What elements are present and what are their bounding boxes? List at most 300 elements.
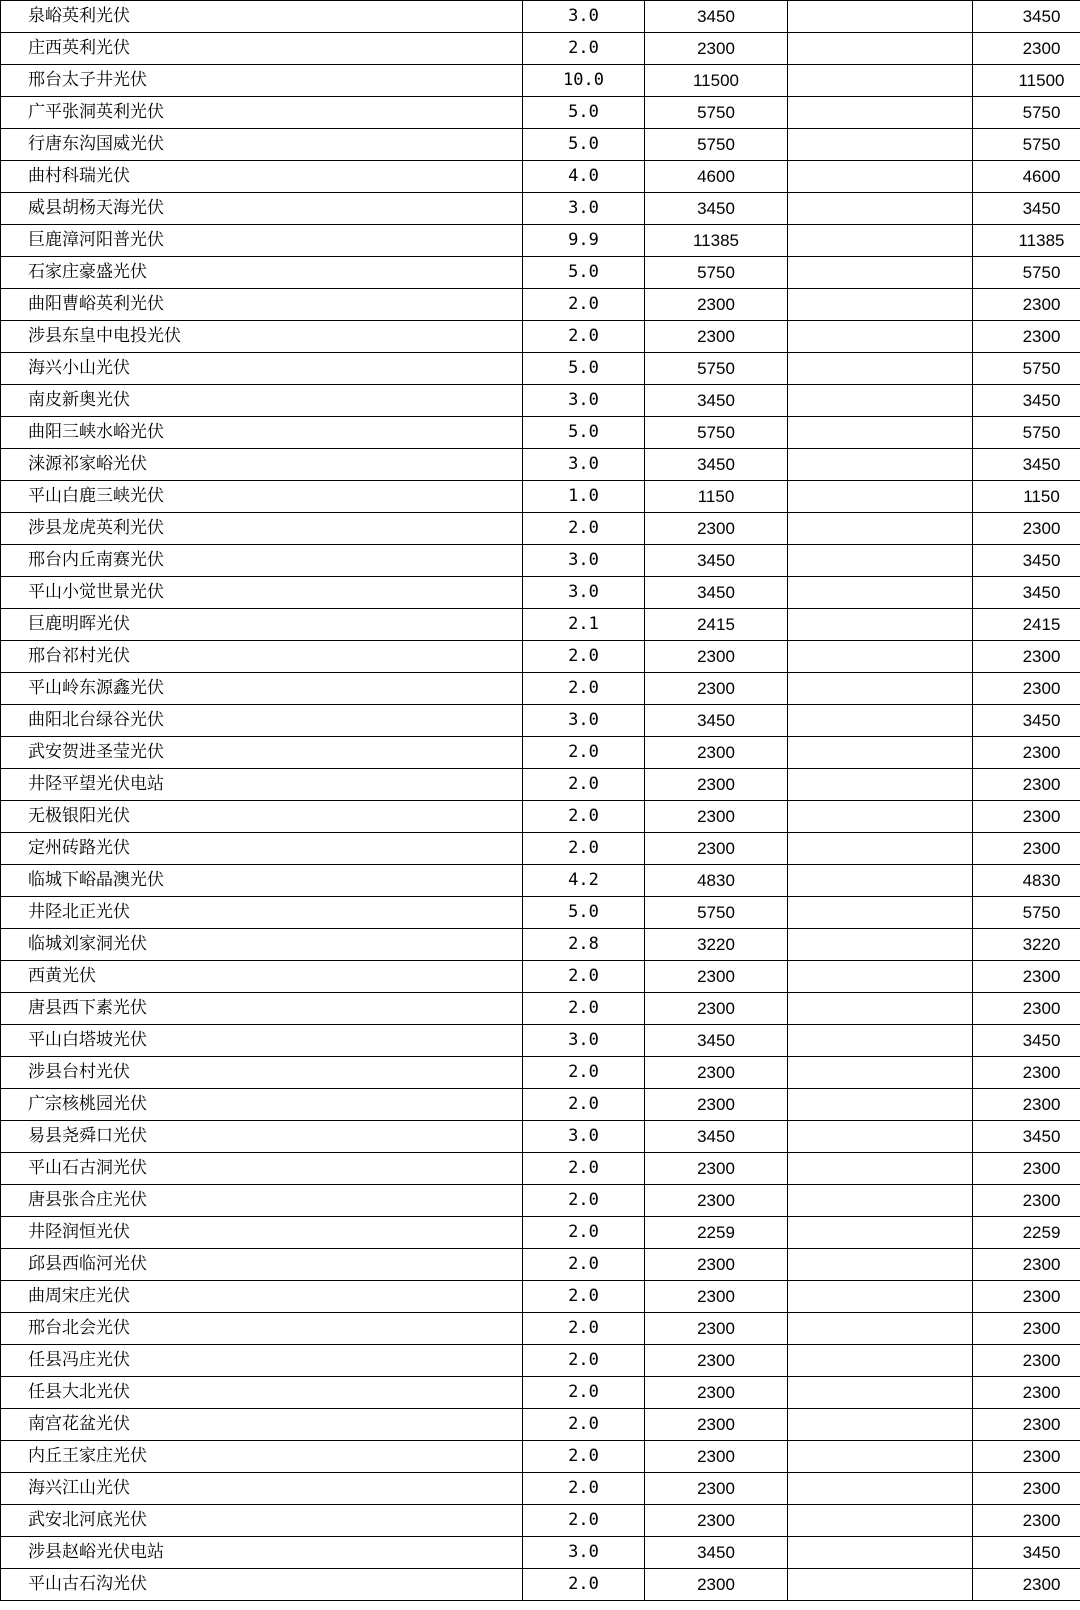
table-row: [1, 1185, 1080, 1217]
value-cell-2: [788, 513, 973, 545]
table-row: [1, 193, 1080, 225]
value-cell-2: [788, 1377, 973, 1409]
value-cell-3: 2300: [973, 1153, 1080, 1185]
capacity-cell: 2.0: [523, 289, 645, 321]
value-cell-2: [788, 609, 973, 641]
value-cell-3: 2300: [973, 1441, 1080, 1473]
capacity-cell: 2.0: [523, 1249, 645, 1281]
value-cell-1: 11500: [645, 65, 788, 97]
value-cell-3: 3450: [973, 577, 1080, 609]
value-cell-2: [788, 1217, 973, 1249]
value-cell-1: 3450: [645, 1121, 788, 1153]
value-cell-3: 3220: [973, 929, 1080, 961]
value-cell-1: 2300: [645, 1569, 788, 1601]
table-row: [1, 1153, 1080, 1185]
value-cell-3: 11385: [973, 225, 1080, 257]
capacity-cell: 2.0: [523, 1185, 645, 1217]
value-cell-2: [788, 257, 973, 289]
value-cell-2: [788, 417, 973, 449]
value-cell-1: 2300: [645, 1153, 788, 1185]
station-name-cell: 无极银阳光伏: [1, 801, 523, 833]
value-cell-2: [788, 993, 973, 1025]
station-name-cell: 南皮新奥光伏: [1, 385, 523, 417]
station-name-cell: 平山小觉世景光伏: [1, 577, 523, 609]
value-cell-3: 2300: [973, 1377, 1080, 1409]
value-cell-2: [788, 929, 973, 961]
value-cell-2: [788, 897, 973, 929]
value-cell-3: 5750: [973, 257, 1080, 289]
station-name-cell: 邢台祁村光伏: [1, 641, 523, 673]
value-cell-3: 2300: [973, 673, 1080, 705]
value-cell-2: [788, 1409, 973, 1441]
value-cell-3: 2300: [973, 641, 1080, 673]
capacity-cell: 4.2: [523, 865, 645, 897]
table-row: [1, 545, 1080, 577]
capacity-cell: 2.0: [523, 1217, 645, 1249]
capacity-cell: 3.0: [523, 1537, 645, 1569]
station-name-cell: 涉县台村光伏: [1, 1057, 523, 1089]
value-cell-1: 2300: [645, 1473, 788, 1505]
value-cell-2: [788, 321, 973, 353]
value-cell-1: 3450: [645, 385, 788, 417]
station-name-cell: 行唐东沟国威光伏: [1, 129, 523, 161]
value-cell-3: 2300: [973, 1089, 1080, 1121]
capacity-cell: 2.0: [523, 1345, 645, 1377]
value-cell-1: 2300: [645, 993, 788, 1025]
table-row: [1, 225, 1080, 257]
value-cell-2: [788, 865, 973, 897]
value-cell-2: [788, 1313, 973, 1345]
table-row: [1, 289, 1080, 321]
value-cell-3: 2300: [973, 513, 1080, 545]
capacity-cell: 2.0: [523, 1505, 645, 1537]
capacity-cell: 2.0: [523, 1057, 645, 1089]
value-cell-1: 2300: [645, 673, 788, 705]
value-cell-3: 5750: [973, 897, 1080, 929]
value-cell-2: [788, 1505, 973, 1537]
value-cell-2: [788, 1537, 973, 1569]
value-cell-2: [788, 161, 973, 193]
value-cell-1: 2300: [645, 737, 788, 769]
table-row: [1, 801, 1080, 833]
value-cell-1: 3450: [645, 449, 788, 481]
value-cell-1: 2259: [645, 1217, 788, 1249]
station-name-cell: 内丘王家庄光伏: [1, 1441, 523, 1473]
station-name-cell: 武安北河底光伏: [1, 1505, 523, 1537]
value-cell-3: 1150: [973, 481, 1080, 513]
value-cell-3: 2300: [973, 1473, 1080, 1505]
capacity-cell: 2.0: [523, 1473, 645, 1505]
station-name-cell: 平山岭东源鑫光伏: [1, 673, 523, 705]
table-row: [1, 449, 1080, 481]
value-cell-1: 2300: [645, 289, 788, 321]
table-row: [1, 705, 1080, 737]
capacity-cell: 5.0: [523, 97, 645, 129]
value-cell-2: [788, 801, 973, 833]
station-name-cell: 临城刘家洞光伏: [1, 929, 523, 961]
capacity-cell: 2.0: [523, 1153, 645, 1185]
value-cell-3: 5750: [973, 417, 1080, 449]
station-name-cell: 易县尧舜口光伏: [1, 1121, 523, 1153]
value-cell-2: [788, 1121, 973, 1153]
capacity-cell: 5.0: [523, 897, 645, 929]
station-name-cell: 广宗核桃园光伏: [1, 1089, 523, 1121]
value-cell-3: 2300: [973, 993, 1080, 1025]
station-name-cell: 海兴江山光伏: [1, 1473, 523, 1505]
capacity-cell: 3.0: [523, 1, 645, 33]
capacity-cell: 2.0: [523, 833, 645, 865]
capacity-cell: 3.0: [523, 385, 645, 417]
table-row: [1, 33, 1080, 65]
station-name-cell: 平山白塔坡光伏: [1, 1025, 523, 1057]
station-name-cell: 平山石古洞光伏: [1, 1153, 523, 1185]
value-cell-1: 5750: [645, 129, 788, 161]
value-cell-1: 2300: [645, 1249, 788, 1281]
value-cell-1: 2300: [645, 1057, 788, 1089]
station-name-cell: 曲阳三峡水峪光伏: [1, 417, 523, 449]
value-cell-3: 2300: [973, 1057, 1080, 1089]
value-cell-1: 3450: [645, 1, 788, 33]
value-cell-2: [788, 1057, 973, 1089]
value-cell-3: 2259: [973, 1217, 1080, 1249]
value-cell-2: [788, 1153, 973, 1185]
capacity-cell: 5.0: [523, 257, 645, 289]
value-cell-3: 11500: [973, 65, 1080, 97]
capacity-cell: 3.0: [523, 705, 645, 737]
value-cell-3: 3450: [973, 705, 1080, 737]
value-cell-2: [788, 481, 973, 513]
capacity-cell: 2.0: [523, 993, 645, 1025]
value-cell-1: 3450: [645, 705, 788, 737]
station-name-cell: 曲村科瑞光伏: [1, 161, 523, 193]
value-cell-2: [788, 577, 973, 609]
table-row: [1, 417, 1080, 449]
station-name-cell: 南宫花盆光伏: [1, 1409, 523, 1441]
table-row: [1, 961, 1080, 993]
value-cell-3: 2300: [973, 1185, 1080, 1217]
value-cell-3: 2300: [973, 737, 1080, 769]
table-row: [1, 1505, 1080, 1537]
station-name-cell: 涉县赵峪光伏电站: [1, 1537, 523, 1569]
table-row: [1, 1313, 1080, 1345]
capacity-cell: 2.0: [523, 33, 645, 65]
table-row: [1, 673, 1080, 705]
station-name-cell: 曲周宋庄光伏: [1, 1281, 523, 1313]
capacity-cell: 2.0: [523, 801, 645, 833]
value-cell-2: [788, 673, 973, 705]
station-name-cell: 唐县西下素光伏: [1, 993, 523, 1025]
table-row: [1, 481, 1080, 513]
table-row: [1, 1281, 1080, 1313]
value-cell-2: [788, 1569, 973, 1601]
capacity-cell: 2.0: [523, 1313, 645, 1345]
station-name-cell: 西黄光伏: [1, 961, 523, 993]
value-cell-2: [788, 65, 973, 97]
table-row: [1, 769, 1080, 801]
value-cell-1: 2300: [645, 1377, 788, 1409]
value-cell-3: 2300: [973, 33, 1080, 65]
table-row: [1, 385, 1080, 417]
value-cell-3: 2300: [973, 321, 1080, 353]
value-cell-3: 3450: [973, 1, 1080, 33]
value-cell-3: 2300: [973, 801, 1080, 833]
value-cell-1: 5750: [645, 257, 788, 289]
station-name-cell: 海兴小山光伏: [1, 353, 523, 385]
value-cell-2: [788, 705, 973, 737]
value-cell-2: [788, 1185, 973, 1217]
value-cell-1: 3450: [645, 545, 788, 577]
value-cell-3: 2300: [973, 1281, 1080, 1313]
station-name-cell: 唐县张合庄光伏: [1, 1185, 523, 1217]
capacity-cell: 2.0: [523, 961, 645, 993]
station-name-cell: 涉县龙虎英利光伏: [1, 513, 523, 545]
station-name-cell: 曲阳曹峪英利光伏: [1, 289, 523, 321]
capacity-cell: 2.0: [523, 1569, 645, 1601]
value-cell-3: 2300: [973, 1345, 1080, 1377]
table-row: [1, 1121, 1080, 1153]
table-body: [1, 1, 1080, 1601]
table-row: [1, 897, 1080, 929]
value-cell-2: [788, 769, 973, 801]
capacity-cell: 3.0: [523, 1025, 645, 1057]
capacity-cell: 2.0: [523, 737, 645, 769]
capacity-cell: 3.0: [523, 193, 645, 225]
value-cell-1: 2300: [645, 801, 788, 833]
value-cell-2: [788, 129, 973, 161]
value-cell-3: 3450: [973, 385, 1080, 417]
table-row: [1, 641, 1080, 673]
capacity-cell: 2.0: [523, 769, 645, 801]
table-row: [1, 1537, 1080, 1569]
value-cell-2: [788, 289, 973, 321]
station-name-cell: 武安贺进圣莹光伏: [1, 737, 523, 769]
value-cell-2: [788, 385, 973, 417]
value-cell-2: [788, 737, 973, 769]
value-cell-2: [788, 961, 973, 993]
value-cell-1: 2300: [645, 641, 788, 673]
capacity-cell: 2.1: [523, 609, 645, 641]
value-cell-3: 2415: [973, 609, 1080, 641]
value-cell-1: 3450: [645, 1537, 788, 1569]
value-cell-2: [788, 1025, 973, 1057]
value-cell-1: 2300: [645, 321, 788, 353]
value-cell-2: [788, 449, 973, 481]
capacity-cell: 3.0: [523, 577, 645, 609]
table-row: [1, 1249, 1080, 1281]
station-name-cell: 石家庄豪盛光伏: [1, 257, 523, 289]
station-name-cell: 泉峪英利光伏: [1, 1, 523, 33]
value-cell-2: [788, 1249, 973, 1281]
capacity-cell: 2.0: [523, 1281, 645, 1313]
value-cell-1: 2300: [645, 961, 788, 993]
value-cell-1: 3450: [645, 193, 788, 225]
table-row: [1, 1409, 1080, 1441]
value-cell-1: 5750: [645, 97, 788, 129]
value-cell-1: 2300: [645, 1281, 788, 1313]
capacity-cell: 2.0: [523, 321, 645, 353]
capacity-cell: 2.0: [523, 673, 645, 705]
table-row: [1, 65, 1080, 97]
capacity-cell: 9.9: [523, 225, 645, 257]
station-name-cell: 任县大北光伏: [1, 1377, 523, 1409]
value-cell-1: 2300: [645, 833, 788, 865]
value-cell-1: 1150: [645, 481, 788, 513]
capacity-cell: 5.0: [523, 353, 645, 385]
value-cell-3: 2300: [973, 1249, 1080, 1281]
value-cell-2: [788, 545, 973, 577]
table-row: [1, 1473, 1080, 1505]
value-cell-1: 2300: [645, 1185, 788, 1217]
station-name-cell: 平山古石沟光伏: [1, 1569, 523, 1601]
value-cell-3: 3450: [973, 1025, 1080, 1057]
table-row: [1, 321, 1080, 353]
capacity-cell: 2.0: [523, 1377, 645, 1409]
station-name-cell: 庄西英利光伏: [1, 33, 523, 65]
table-row: [1, 129, 1080, 161]
value-cell-1: 2300: [645, 1409, 788, 1441]
capacity-cell: 4.0: [523, 161, 645, 193]
capacity-cell: 3.0: [523, 1121, 645, 1153]
value-cell-3: 2300: [973, 1569, 1080, 1601]
value-cell-1: 3220: [645, 929, 788, 961]
capacity-cell: 2.0: [523, 1089, 645, 1121]
value-cell-3: 2300: [973, 769, 1080, 801]
value-cell-3: 3450: [973, 545, 1080, 577]
table-row: [1, 257, 1080, 289]
value-cell-3: 5750: [973, 97, 1080, 129]
station-name-cell: 邢台北会光伏: [1, 1313, 523, 1345]
value-cell-3: 5750: [973, 129, 1080, 161]
station-name-cell: 井陉润恒光伏: [1, 1217, 523, 1249]
capacity-cell: 2.0: [523, 641, 645, 673]
value-cell-1: 2300: [645, 513, 788, 545]
table-row: [1, 833, 1080, 865]
value-cell-2: [788, 225, 973, 257]
station-name-cell: 井陉平望光伏电站: [1, 769, 523, 801]
capacity-cell: 3.0: [523, 545, 645, 577]
capacity-cell: 2.0: [523, 1409, 645, 1441]
table-row: [1, 97, 1080, 129]
value-cell-2: [788, 33, 973, 65]
station-name-cell: 邢台内丘南赛光伏: [1, 545, 523, 577]
table-row: [1, 1345, 1080, 1377]
value-cell-2: [788, 833, 973, 865]
station-name-cell: 巨鹿明晖光伏: [1, 609, 523, 641]
station-name-cell: 平山白鹿三峡光伏: [1, 481, 523, 513]
value-cell-2: [788, 1345, 973, 1377]
table-row: [1, 513, 1080, 545]
capacity-cell: 5.0: [523, 417, 645, 449]
value-cell-1: 2300: [645, 1441, 788, 1473]
value-cell-1: 2300: [645, 1505, 788, 1537]
value-cell-3: 4600: [973, 161, 1080, 193]
value-cell-3: 3450: [973, 193, 1080, 225]
value-cell-2: [788, 353, 973, 385]
station-name-cell: 邱县西临河光伏: [1, 1249, 523, 1281]
value-cell-1: 2300: [645, 33, 788, 65]
value-cell-2: [788, 1089, 973, 1121]
table-row: [1, 161, 1080, 193]
table-row: [1, 737, 1080, 769]
capacity-cell: 3.0: [523, 449, 645, 481]
value-cell-3: 2300: [973, 961, 1080, 993]
value-cell-2: [788, 1, 973, 33]
station-name-cell: 巨鹿漳河阳普光伏: [1, 225, 523, 257]
table-row: [1, 1, 1080, 33]
station-name-cell: 邢台太子井光伏: [1, 65, 523, 97]
table-row: [1, 609, 1080, 641]
table-row: [1, 1377, 1080, 1409]
capacity-cell: 2.8: [523, 929, 645, 961]
station-name-cell: 任县冯庄光伏: [1, 1345, 523, 1377]
value-cell-2: [788, 1281, 973, 1313]
value-cell-1: 2300: [645, 769, 788, 801]
value-cell-2: [788, 97, 973, 129]
capacity-cell: 1.0: [523, 481, 645, 513]
value-cell-3: 2300: [973, 289, 1080, 321]
table-row: [1, 1057, 1080, 1089]
capacity-cell: 5.0: [523, 129, 645, 161]
value-cell-3: 3450: [973, 1537, 1080, 1569]
value-cell-1: 11385: [645, 225, 788, 257]
capacity-cell: 2.0: [523, 513, 645, 545]
value-cell-1: 3450: [645, 1025, 788, 1057]
table-row: [1, 1569, 1080, 1601]
value-cell-1: 3450: [645, 577, 788, 609]
table-row: [1, 577, 1080, 609]
value-cell-1: 5750: [645, 897, 788, 929]
value-cell-1: 2300: [645, 1313, 788, 1345]
table-row: [1, 1089, 1080, 1121]
value-cell-1: 5750: [645, 353, 788, 385]
station-name-cell: 井陉北正光伏: [1, 897, 523, 929]
table-row: [1, 1441, 1080, 1473]
value-cell-3: 2300: [973, 1313, 1080, 1345]
value-cell-3: 3450: [973, 449, 1080, 481]
value-cell-3: 2300: [973, 1505, 1080, 1537]
station-name-cell: 涞源祁家峪光伏: [1, 449, 523, 481]
station-name-cell: 威县胡杨天海光伏: [1, 193, 523, 225]
capacity-cell: 2.0: [523, 1441, 645, 1473]
station-name-cell: 曲阳北台绿谷光伏: [1, 705, 523, 737]
value-cell-1: 4600: [645, 161, 788, 193]
table-row: [1, 1217, 1080, 1249]
value-cell-3: 2300: [973, 1409, 1080, 1441]
station-name-cell: 定州砖路光伏: [1, 833, 523, 865]
value-cell-2: [788, 641, 973, 673]
capacity-cell: 10.0: [523, 65, 645, 97]
table-row: [1, 353, 1080, 385]
value-cell-1: 5750: [645, 417, 788, 449]
value-cell-3: 4830: [973, 865, 1080, 897]
table-row: [1, 865, 1080, 897]
value-cell-1: 4830: [645, 865, 788, 897]
station-name-cell: 临城下峪晶澳光伏: [1, 865, 523, 897]
table-row: [1, 993, 1080, 1025]
value-cell-3: 3450: [973, 1121, 1080, 1153]
value-cell-3: 5750: [973, 353, 1080, 385]
value-cell-1: 2415: [645, 609, 788, 641]
value-cell-2: [788, 193, 973, 225]
value-cell-2: [788, 1473, 973, 1505]
table-row: [1, 1025, 1080, 1057]
value-cell-1: 2300: [645, 1345, 788, 1377]
table-row: [1, 929, 1080, 961]
value-cell-2: [788, 1441, 973, 1473]
station-name-cell: 广平张洞英利光伏: [1, 97, 523, 129]
value-cell-1: 2300: [645, 1089, 788, 1121]
value-cell-3: 2300: [973, 833, 1080, 865]
